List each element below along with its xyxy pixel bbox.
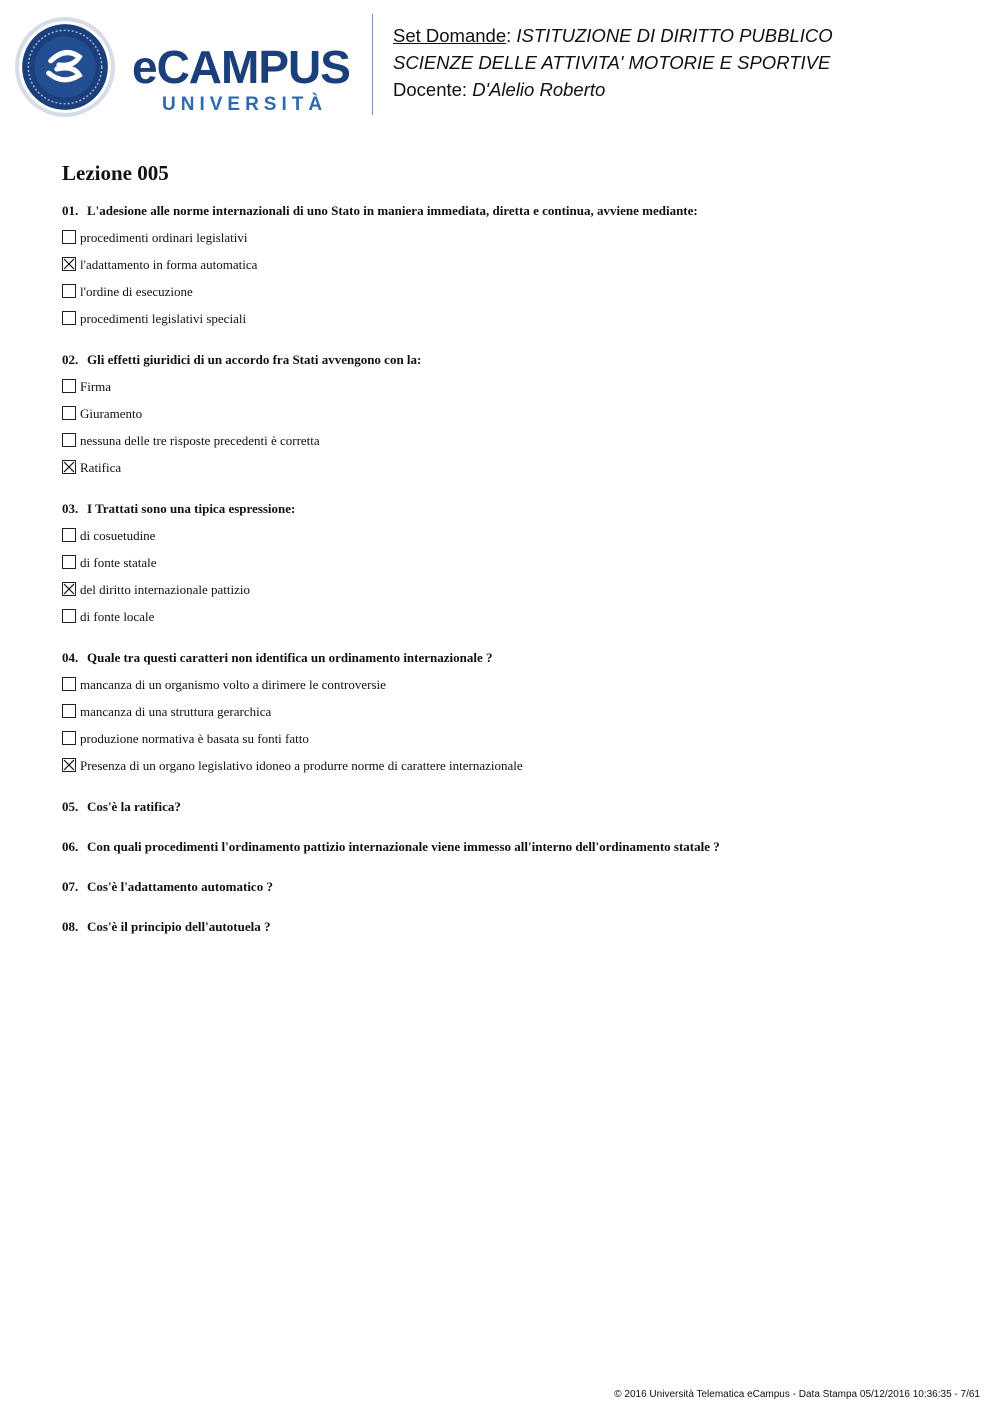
question-number: 08. [62,919,79,934]
answer-option[interactable] [62,582,942,598]
answer-option[interactable] [62,528,942,544]
question-label: Cos'è la ratifica? [87,799,181,814]
question-block [62,501,942,625]
answer-option[interactable] [62,311,942,327]
option-label: di fonte statale [80,555,157,570]
question-text [62,799,942,815]
question-list [62,203,942,959]
option-label: mancanza di una struttura gerarchica [80,704,272,719]
ecampus-logo [14,14,359,118]
question-text [62,203,942,219]
brand-name: eCAMPUS [132,41,350,93]
question-number: 01. [62,203,79,218]
question-number: 02. [62,352,79,367]
question-text [62,919,942,935]
checkbox-icon[interactable] [62,230,76,244]
option-label: Firma [80,379,112,394]
question-block [62,879,942,895]
brand-wordmark [132,41,358,116]
teacher-line: Docente: D'Alelio Roberto [393,79,606,100]
answer-option[interactable] [62,609,942,625]
question-number: 04. [62,650,79,665]
teacher-label: Docente [393,79,462,100]
answer-option[interactable] [62,731,942,747]
checked-checkbox-icon[interactable] [62,257,76,271]
option-label: di cosuetudine [80,528,156,543]
question-label: Cos'è il principio dell'autotuela ? [87,919,271,934]
checkbox-icon[interactable] [62,677,76,691]
question-block [62,919,942,935]
course-subtitle: SCIENZE DELLE ATTIVITA' MOTORIE E SPORTIVE [393,52,831,73]
option-label: Giuramento [80,406,143,421]
answer-option[interactable] [62,677,942,693]
question-number: 06. [62,839,79,854]
option-label: mancanza di un organismo volto a dirimere le controversie [80,677,386,692]
set-label: Set Domande [393,25,507,46]
answer-option[interactable] [62,230,942,246]
answer-option[interactable] [62,257,942,273]
lesson-title: Lezione 005 [62,161,169,185]
question-block [62,650,942,774]
course-title: ISTITUZIONE DI DIRITTO PUBBLICO [516,25,833,46]
answer-option[interactable] [62,379,942,395]
option-label: di fonte locale [80,609,155,624]
question-text [62,352,942,368]
question-text [62,501,942,517]
checkbox-icon[interactable] [62,609,76,623]
option-label: procedimenti legislativi speciali [80,311,247,326]
question-text [62,879,942,895]
option-label: l'ordine di esecuzione [80,284,193,299]
answer-option[interactable] [62,758,942,774]
option-label: Presenza di un organo legislativo idoneo a produrre norme di carattere internazionale [80,758,523,773]
option-label: del diritto internazionale pattizio [80,582,251,597]
option-label: l'adattamento in forma automatica [80,257,258,272]
question-label: Gli effetti giuridici di un accordo fra Stati avvengono con la: [87,352,422,367]
option-label: procedimenti ordinari legislativi [80,230,248,245]
checkbox-icon[interactable] [62,379,76,393]
question-block [62,352,942,476]
question-text [62,839,942,855]
question-label: Quale tra questi caratteri non identifica un ordinamento internazionale ? [87,650,493,665]
checkbox-icon[interactable] [62,433,76,447]
answer-option[interactable] [62,406,942,422]
teacher-name: D'Alelio Roberto [472,79,606,100]
question-number: 07. [62,879,79,894]
question-label: L'adesione alle norme internazionali di uno Stato in maniera immediata, diretta e continua, avviene mediante: [87,203,698,218]
checkbox-icon[interactable] [62,406,76,420]
checkbox-icon[interactable] [62,555,76,569]
brand-subtitle: UNIVERSITÀ [162,94,328,115]
question-number: 03. [62,501,79,516]
checked-checkbox-icon[interactable] [62,460,76,474]
question-block [62,203,942,327]
answer-option[interactable] [62,433,942,449]
checkbox-icon[interactable] [62,704,76,718]
option-label: Ratifica [80,460,122,475]
question-label: Cos'è l'adattamento automatico ? [87,879,273,894]
option-label: produzione normativa è basata su fonti fatto [80,731,309,746]
question-number: 05. [62,799,79,814]
question-block [62,839,942,855]
checked-checkbox-icon[interactable] [62,582,76,596]
set-line: Set Domande: ISTITUZIONE DI DIRITTO PUBBLICO [393,25,833,46]
checkbox-icon[interactable] [62,528,76,542]
checkbox-icon[interactable] [62,731,76,745]
header-info [393,22,833,103]
answer-option[interactable] [62,555,942,571]
page-footer: © 2016 Università Telematica eCampus - Data Stampa 05/12/2016 10:36:35 - 7/61 [614,1389,980,1400]
answer-option[interactable] [62,460,942,476]
answer-option[interactable] [62,704,942,720]
question-block [62,799,942,815]
university-seal-icon [14,16,116,118]
question-label: Con quali procedimenti l'ordinamento pattizio internazionale viene immesso all'interno dell'ordinamento statale ? [87,839,720,854]
question-text [62,650,942,666]
checked-checkbox-icon[interactable] [62,758,76,772]
answer-option[interactable] [62,284,942,300]
header-divider [372,14,373,115]
question-label: I Trattati sono una tipica espressione: [87,501,296,516]
checkbox-icon[interactable] [62,311,76,325]
option-label: nessuna delle tre risposte precedenti è corretta [80,433,320,448]
checkbox-icon[interactable] [62,284,76,298]
